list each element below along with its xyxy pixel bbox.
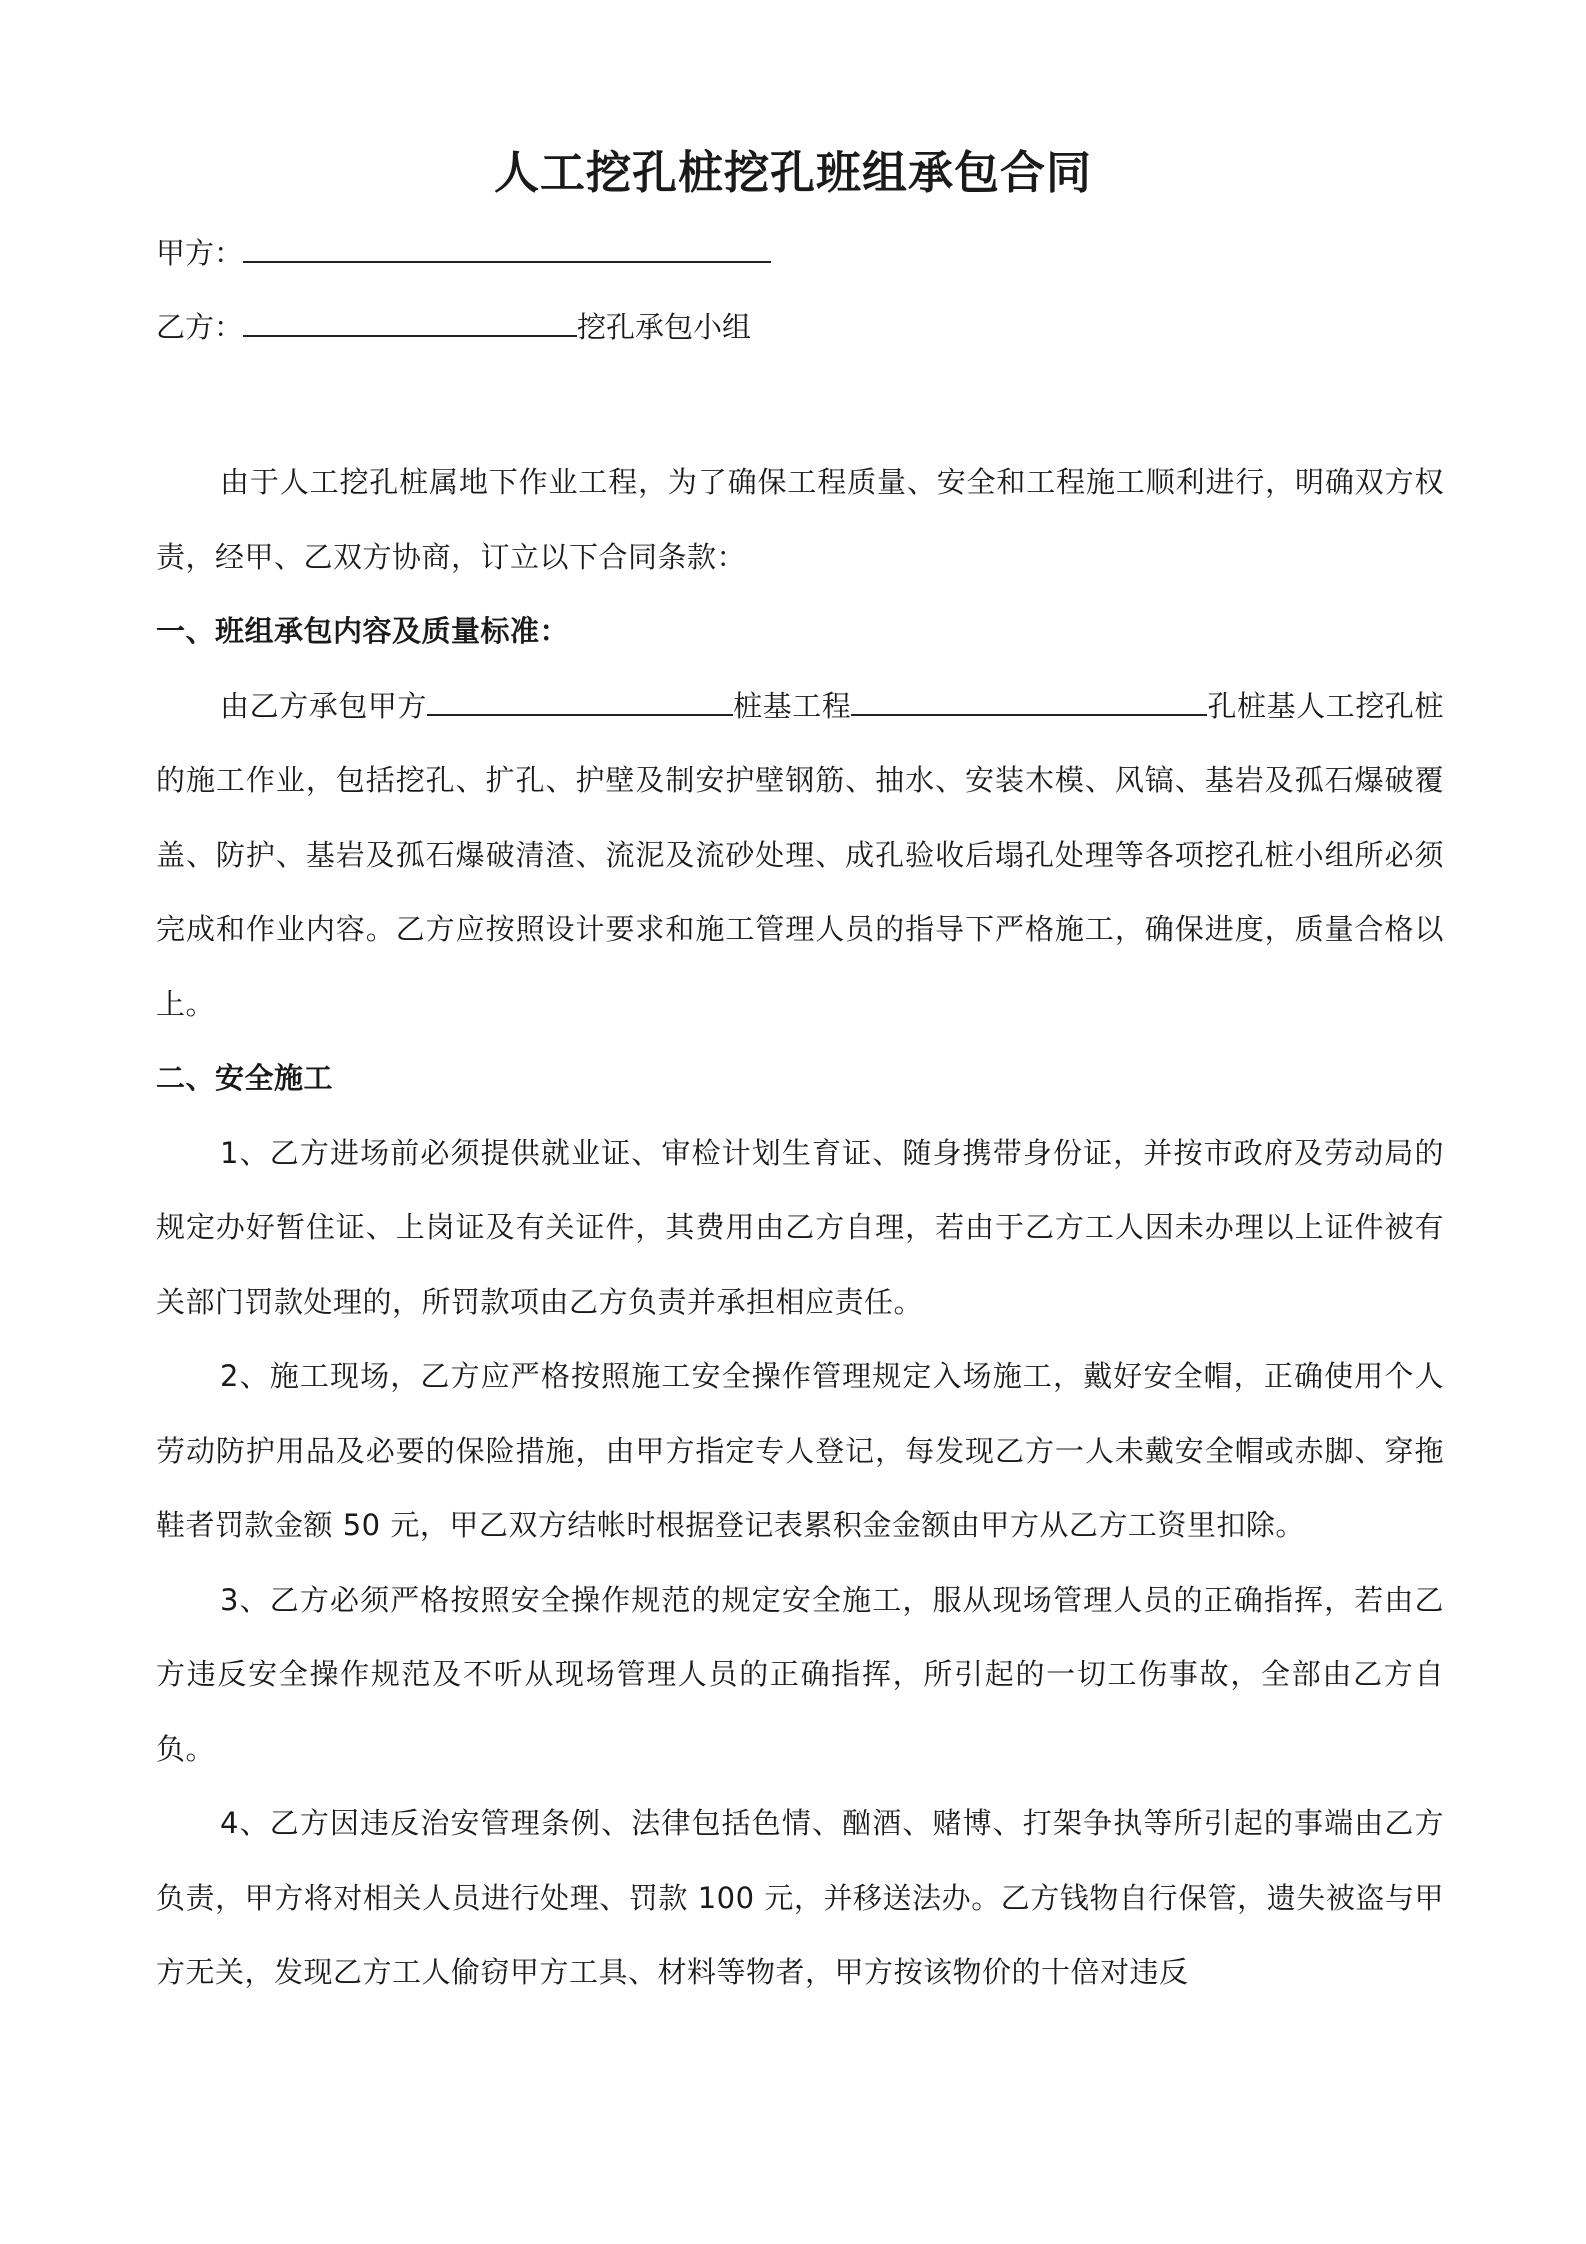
section1-heading: 一、班组承包内容及质量标准： (156, 614, 570, 648)
party-b-suffix: 挖孔承包小组 (577, 310, 752, 344)
section1-rest: 孔桩基人工挖孔桩的施工作业，包括挖孔、扩孔、护壁及制安护壁钢筋、抽水、安装木模、风镐、基岩及孤石爆破覆盖、防护、基岩及孤石爆破清渣、流泥及流砂处理、成孔验收后塌孔处理等各项挖孔桩小组所必须完成和作业内容。乙方应按照设计要求和施工管理人员的指导下严格施工，确保进度，质量合格以上。 (156, 688, 1444, 1021)
clause-2: 2、施工现场，乙方应严格按照施工安全操作管理规定入场施工，戴好安全帽，正确使用个人劳动防护用品及必要的保险措施，由甲方指定专人登记，每发现乙方一人未戴安全帽或赤脚、穿拖鞋者罚款金额 50 元，甲乙双方结帐时根据登记表累积金金额由甲方从乙方工资里扣除。 (156, 1359, 1444, 1542)
party-a-label: 甲方： (156, 236, 244, 270)
party-b-line (156, 305, 751, 347)
clause-1: 1、乙方进场前必须提供就业证、审检计划生育证、随身携带身份证，并按市政府及劳动局的规定办好暂住证、上岗证及有关证件，其费用由乙方自理，若由于乙方工人因未办理以上证件被有关部门罚款处理的，所罚款项由乙方负责并承担相应责任。 (156, 1135, 1444, 1319)
party-a-blank (243, 231, 771, 263)
party-b-blank (243, 305, 577, 337)
section1-prefix: 由乙方承包甲方 (220, 688, 428, 723)
section1-mid: 桩基工程 (733, 688, 852, 723)
project-blank (427, 686, 733, 716)
party-b-label: 乙方： (156, 310, 244, 344)
party-a-line (156, 231, 771, 273)
document-title: 人工挖孔桩挖孔班组承包合同 (493, 146, 1092, 199)
section1-paragraph (156, 669, 1444, 1042)
intro-paragraph: 由于人工挖孔桩属地下作业工程，为了确保工程质量、安全和工程施工顺利进行，明确双方权责，经甲、乙双方协商，订立以下合同条款： (156, 465, 1444, 574)
clause-4: 4、乙方因违反治安管理条例、法律包括色情、酗酒、赌博、打架争执等所引起的事端由乙方负责，甲方将对相关人员进行处理、罚款 100 元，并移送法办。乙方钱物自行保管，遗失被盗与甲方无关，发现乙方工人偷窃甲方工具、材料等物者，甲方按该物价的十倍对违反 (156, 1806, 1444, 1989)
clause-3: 3、乙方必须严格按照安全操作规范的规定安全施工，服从现场管理人员的正确指挥，若由乙方违反安全操作规范及不听从现场管理人员的正确指挥，所引起的一切工伤事故，全部由乙方自负。 (156, 1582, 1444, 1766)
pile-count-blank (851, 686, 1207, 716)
contract-body (156, 445, 1444, 2010)
section2-heading: 二、安全施工 (156, 1061, 334, 1095)
